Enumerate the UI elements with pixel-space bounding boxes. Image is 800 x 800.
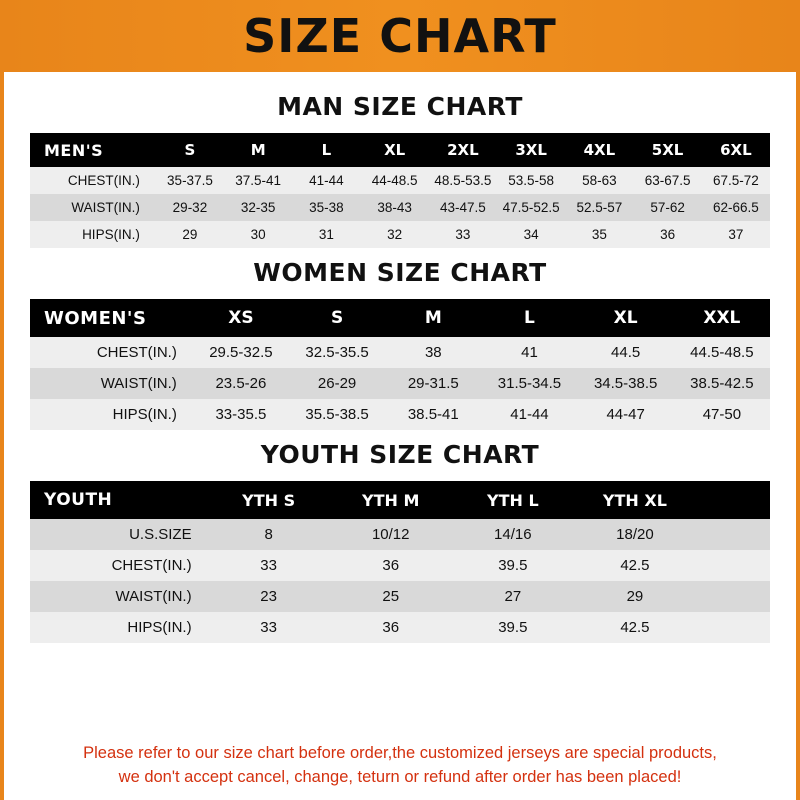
youth-col-l: YTH L xyxy=(452,481,574,519)
men-col-s: S xyxy=(156,133,224,167)
women-col-m: M xyxy=(385,299,481,337)
women-row-chest-label: CHEST(IN.) xyxy=(30,337,193,368)
women-hips-l: 41-44 xyxy=(481,399,577,430)
men-chest-6xl: 67.5-72 xyxy=(702,167,770,194)
women-hips-xl: 44-47 xyxy=(578,399,674,430)
women-size-table xyxy=(30,299,770,430)
youth-hips-s: 33 xyxy=(208,612,330,643)
youth-row-label-header: YOUTH xyxy=(30,481,208,519)
women-chest-s: 32.5-35.5 xyxy=(289,337,385,368)
men-waist-3xl: 47.5-52.5 xyxy=(497,194,565,221)
youth-ussize-spacer xyxy=(696,519,770,550)
table-row xyxy=(30,399,770,430)
table-row xyxy=(30,221,770,248)
table-header-row xyxy=(30,299,770,337)
section-title-youth: YOUTH SIZE CHART xyxy=(260,440,540,469)
table-row xyxy=(30,612,770,643)
youth-waist-s: 23 xyxy=(208,581,330,612)
youth-chest-spacer xyxy=(696,550,770,581)
men-size-table xyxy=(30,133,770,248)
men-hips-m: 30 xyxy=(224,221,292,248)
women-row-label-header: WOMEN'S xyxy=(30,299,193,337)
men-waist-l: 35-38 xyxy=(292,194,360,221)
men-col-5xl: 5XL xyxy=(633,133,701,167)
men-hips-2xl: 33 xyxy=(429,221,497,248)
section-men xyxy=(30,92,770,248)
men-col-4xl: 4XL xyxy=(565,133,633,167)
men-hips-l: 31 xyxy=(292,221,360,248)
table-row xyxy=(30,581,770,612)
men-hips-xl: 32 xyxy=(361,221,429,248)
men-row-hips-label: HIPS(IN.) xyxy=(30,221,156,248)
men-hips-3xl: 34 xyxy=(497,221,565,248)
youth-waist-l: 27 xyxy=(452,581,574,612)
youth-hips-l: 39.5 xyxy=(452,612,574,643)
women-waist-s: 26-29 xyxy=(289,368,385,399)
women-row-waist-label: WAIST(IN.) xyxy=(30,368,193,399)
youth-waist-xl: 29 xyxy=(574,581,696,612)
men-row-chest-label: CHEST(IN.) xyxy=(30,167,156,194)
youth-chest-m: 36 xyxy=(330,550,452,581)
men-waist-4xl: 52.5-57 xyxy=(565,194,633,221)
women-col-s: S xyxy=(289,299,385,337)
women-hips-s: 35.5-38.5 xyxy=(289,399,385,430)
men-hips-6xl: 37 xyxy=(702,221,770,248)
women-row-hips-label: HIPS(IN.) xyxy=(30,399,193,430)
table-header-row xyxy=(30,133,770,167)
youth-ussize-s: 8 xyxy=(208,519,330,550)
men-col-6xl: 6XL xyxy=(702,133,770,167)
table-row xyxy=(30,337,770,368)
table-row xyxy=(30,167,770,194)
women-waist-xl: 34.5-38.5 xyxy=(578,368,674,399)
youth-ussize-l: 14/16 xyxy=(452,519,574,550)
men-col-3xl: 3XL xyxy=(497,133,565,167)
women-hips-xxl: 47-50 xyxy=(674,399,770,430)
women-col-xs: XS xyxy=(193,299,289,337)
men-chest-m: 37.5-41 xyxy=(224,167,292,194)
women-chest-xl: 44.5 xyxy=(578,337,674,368)
women-waist-xxl: 38.5-42.5 xyxy=(674,368,770,399)
youth-ussize-m: 10/12 xyxy=(330,519,452,550)
table-row xyxy=(30,194,770,221)
men-chest-l: 41-44 xyxy=(292,167,360,194)
men-waist-m: 32-35 xyxy=(224,194,292,221)
men-chest-3xl: 53.5-58 xyxy=(497,167,565,194)
men-waist-s: 29-32 xyxy=(156,194,224,221)
section-women xyxy=(30,258,770,430)
men-col-2xl: 2XL xyxy=(429,133,497,167)
table-header-row xyxy=(30,481,770,519)
women-hips-m: 38.5-41 xyxy=(385,399,481,430)
table-row xyxy=(30,368,770,399)
youth-ussize-xl: 18/20 xyxy=(574,519,696,550)
youth-col-m: YTH M xyxy=(330,481,452,519)
chart-content xyxy=(4,72,796,734)
table-row xyxy=(30,550,770,581)
women-waist-l: 31.5-34.5 xyxy=(481,368,577,399)
men-hips-5xl: 36 xyxy=(633,221,701,248)
women-waist-xs: 23.5-26 xyxy=(193,368,289,399)
men-waist-6xl: 62-66.5 xyxy=(702,194,770,221)
youth-size-table xyxy=(30,481,770,643)
page-title: SIZE CHART xyxy=(243,9,557,63)
youth-col-s: YTH S xyxy=(208,481,330,519)
youth-row-waist-label: WAIST(IN.) xyxy=(30,581,208,612)
table-row xyxy=(30,519,770,550)
youth-chest-l: 39.5 xyxy=(452,550,574,581)
men-waist-2xl: 43-47.5 xyxy=(429,194,497,221)
youth-row-hips-label: HIPS(IN.) xyxy=(30,612,208,643)
youth-waist-m: 25 xyxy=(330,581,452,612)
section-title-women: WOMEN SIZE CHART xyxy=(253,258,547,287)
women-col-xl: XL xyxy=(578,299,674,337)
youth-row-chest-label: CHEST(IN.) xyxy=(30,550,208,581)
youth-col-spacer xyxy=(696,481,770,519)
men-waist-5xl: 57-62 xyxy=(633,194,701,221)
page-banner xyxy=(4,0,796,72)
men-chest-xl: 44-48.5 xyxy=(361,167,429,194)
men-col-m: M xyxy=(224,133,292,167)
men-chest-5xl: 63-67.5 xyxy=(633,167,701,194)
women-hips-xs: 33-35.5 xyxy=(193,399,289,430)
women-col-xxl: XXL xyxy=(674,299,770,337)
section-youth xyxy=(30,440,770,643)
youth-hips-m: 36 xyxy=(330,612,452,643)
men-col-l: L xyxy=(292,133,360,167)
men-hips-s: 29 xyxy=(156,221,224,248)
men-col-xl: XL xyxy=(361,133,429,167)
men-row-waist-label: WAIST(IN.) xyxy=(30,194,156,221)
women-waist-m: 29-31.5 xyxy=(385,368,481,399)
men-waist-xl: 38-43 xyxy=(361,194,429,221)
footer-line-2: we don't accept cancel, change, teturn or refund after order has been placed! xyxy=(118,768,682,787)
women-chest-xxl: 44.5-48.5 xyxy=(674,337,770,368)
men-chest-4xl: 58-63 xyxy=(565,167,633,194)
women-col-l: L xyxy=(481,299,577,337)
men-chest-s: 35-37.5 xyxy=(156,167,224,194)
youth-row-ussize-label: U.S.SIZE xyxy=(30,519,208,550)
women-chest-l: 41 xyxy=(481,337,577,368)
youth-hips-spacer xyxy=(696,612,770,643)
youth-waist-spacer xyxy=(696,581,770,612)
footer-disclaimer xyxy=(4,734,796,800)
youth-chest-xl: 42.5 xyxy=(574,550,696,581)
women-chest-m: 38 xyxy=(385,337,481,368)
footer-line-1: Please refer to our size chart before order,the customized jerseys are special products, xyxy=(83,744,717,763)
section-title-men: MAN SIZE CHART xyxy=(277,92,523,121)
youth-col-xl: YTH XL xyxy=(574,481,696,519)
youth-hips-xl: 42.5 xyxy=(574,612,696,643)
men-row-label-header: MEN'S xyxy=(30,133,156,167)
men-chest-2xl: 48.5-53.5 xyxy=(429,167,497,194)
women-chest-xs: 29.5-32.5 xyxy=(193,337,289,368)
youth-chest-s: 33 xyxy=(208,550,330,581)
men-hips-4xl: 35 xyxy=(565,221,633,248)
